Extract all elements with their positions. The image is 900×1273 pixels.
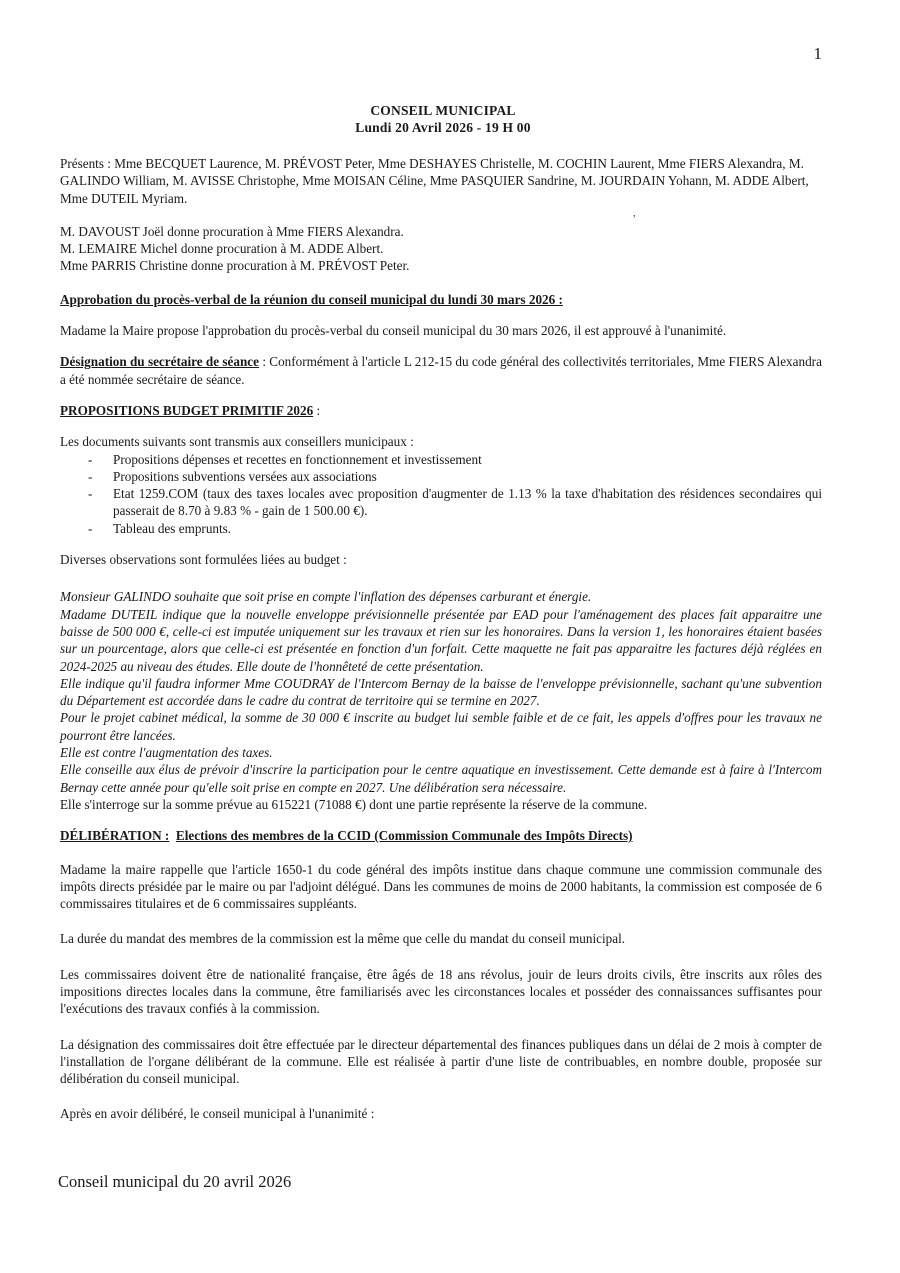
observation-item: Madame DUTEIL indique que la nouvelle enveloppe prévisionnelle présentée par EAD pour l'aménagement des places fait apparaitre une baisse de 500 000 €, celle-ci est imputée uniquement sur les travaux et rien sur les honoraires. Dans la version 1, les honoraires étaient basées sur un pourcentage, alors que celle-ci est présentée en fonction d'un forfait. Cette maquette ne fait pas apparaitre les factures déjà réglées en 2024-2025 au niveau des études. Elle doute de l'honnêteté de cette présentation. [60,606,822,674]
deliberation-paragraph: La désignation des commissaires doit être effectuée par le directeur départemental des finances publiques dans un délai de 2 mois à compter de l'installation de l'organe délibérant de la commune. Elle est réalisée à partir d'une liste de contribuables, en nombre double, proposée sur délibération du conseil municipal. [60,1036,822,1087]
reserve-remark: Elle s'interroge sur la somme prévue au 615221 (71088 €) dont une partie représente la réserve de la commune. [60,796,648,812]
document-title: CONSEIL MUNICIPAL [370,103,516,118]
budget-heading-suffix: : [313,402,321,418]
deliberation-paragraph: Les commissaires doivent être de nationalité française, être âgés de 18 ans révolus, jouir de leurs droits civils, être inscrits aux rôles des impositions directes locales dans la commune, être familiarisés avec les circonstances locales et posséder des connaissances suffisantes pour l'exécutions des travaux confiés à la commission. [60,966,822,1017]
budget-heading: PROPOSITIONS BUDGET PRIMITIF 2026 [60,402,314,418]
deliberation-conclusion: Après en avoir délibéré, le conseil municipal à l'unanimité : [60,1106,375,1122]
attendees-paragraph: Présents : Mme BECQUET Laurence, M. PRÉVOST Peter, Mme DESHAYES Christelle, M. COCHIN Laurent, Mme FIERS Alexandra, M. GALINDO William, M. AVISSE Christophe, Mme MOISAN Céline, Mme PASQUIER Sandrine, M. JOURDAIN Yohann, M. ADDE Albert, Mme DUTEIL Myriam. [60,156,809,206]
deliberation-heading: Elections des membres de la CCID (Commission Communale des Impôts Directs) [175,828,633,844]
budget-heading-line [60,402,822,419]
observation-item: Elle indique qu'il faudra informer Mme COUDRAY de l'Intercom Bernay de la baisse de l'enveloppe prévisionnelle, sachant qu'une subvention du Département est accordée dans le cadre du contrat de territoire qui se termine en 2027. [60,675,822,709]
secretary-heading: Désignation du secrétaire de séance [60,354,260,370]
deliberation-heading-line [60,827,822,844]
observations-intro: Diverses observations sont formulées liées au budget : [60,552,347,568]
secretary-paragraph [60,353,822,388]
deliberation-label: DÉLIBÉRATION : [60,828,170,844]
scan-speck: , [633,208,636,219]
proxy-line: Mme PARRIS Christine donne procuration à M. PRÉVOST Peter. [60,258,410,274]
deliberation-paragraph: La durée du mandat des membres de la commission est la même que celle du mandat du conseil municipal. [60,931,626,947]
observation-item: Elle conseille aux élus de prévoir d'inscrire la participation pour le centre aquatique en investissement. Cette demande est à faire à l'Intercom Bernay cette année pour qu'elle soit prise en compte en 2027. Une délibération sera nécessaire. [60,762,822,795]
minutes-approval-text: Madame la Maire propose l'approbation du procès-verbal du conseil municipal du 30 mars 2026, il est approuvé à l'unanimité. [60,323,727,339]
budget-documents-list [60,451,822,537]
observation-item: Pour le projet cabinet médical, la somme de 30 000 € inscrite au budget lui semble faible et de ce fait, les appels d'offres pour les travaux ne pourront être lancées. [60,710,822,743]
page-number: 1 [813,44,822,63]
meeting-date: Lundi 20 Avril 2026 - 19 H 00 [355,120,531,135]
minutes-approval-heading: Approbation du procès-verbal de la réunion du conseil municipal du lundi 30 mars 2026 : [60,291,563,307]
proxy-line: M. LEMAIRE Michel donne procuration à M. ADDE Albert. [60,241,384,257]
list-item: - Propositions dépenses et recettes en fonctionnement et investissement [88,451,822,468]
list-item: - Etat 1259.COM (taux des taxes locales avec proposition d'augmenter de 1.13 % la taxe d'habitation des résidences secondaires qui passerait de 8.70 à 9.83 % - gain de 1 500.00 €). [88,485,822,520]
budget-intro: Les documents suivants sont transmis aux conseillers municipaux : [60,434,414,450]
list-item: - Tableau des emprunts. [88,520,822,537]
proxies-block [60,223,822,275]
deliberation-paragraph: Madame la maire rappelle que l'article 1650-1 du code général des impôts institue dans chaque commune une commission communale des impôts directs présidée par le maire ou par l'adjoint délégué. Dans les communes de moins de 2000 habitants, la commission est composée de 6 commissaires titulaires et de 6 commissaires suppléants. [60,861,822,912]
page-footer: Conseil municipal du 20 avril 2026 [58,1172,292,1191]
proxy-line: M. DAVOUST Joël donne procuration à Mme FIERS Alexandra. [60,223,404,239]
observation-item: Monsieur GALINDO souhaite que soit prise en compte l'inflation des dépenses carburant et énergie. [60,589,592,605]
secretary-text: : Conformément à l'article L 212-15 du code général des collectivités territoriales, Mme FIERS Alexandra a été nommée secrétaire de séance. [60,354,822,387]
observations-block [60,588,822,796]
document-body [60,155,822,1123]
observation-item: Elle est contre l'augmentation des taxes. [60,745,273,761]
list-item: - Propositions subventions versées aux associations [88,468,822,485]
